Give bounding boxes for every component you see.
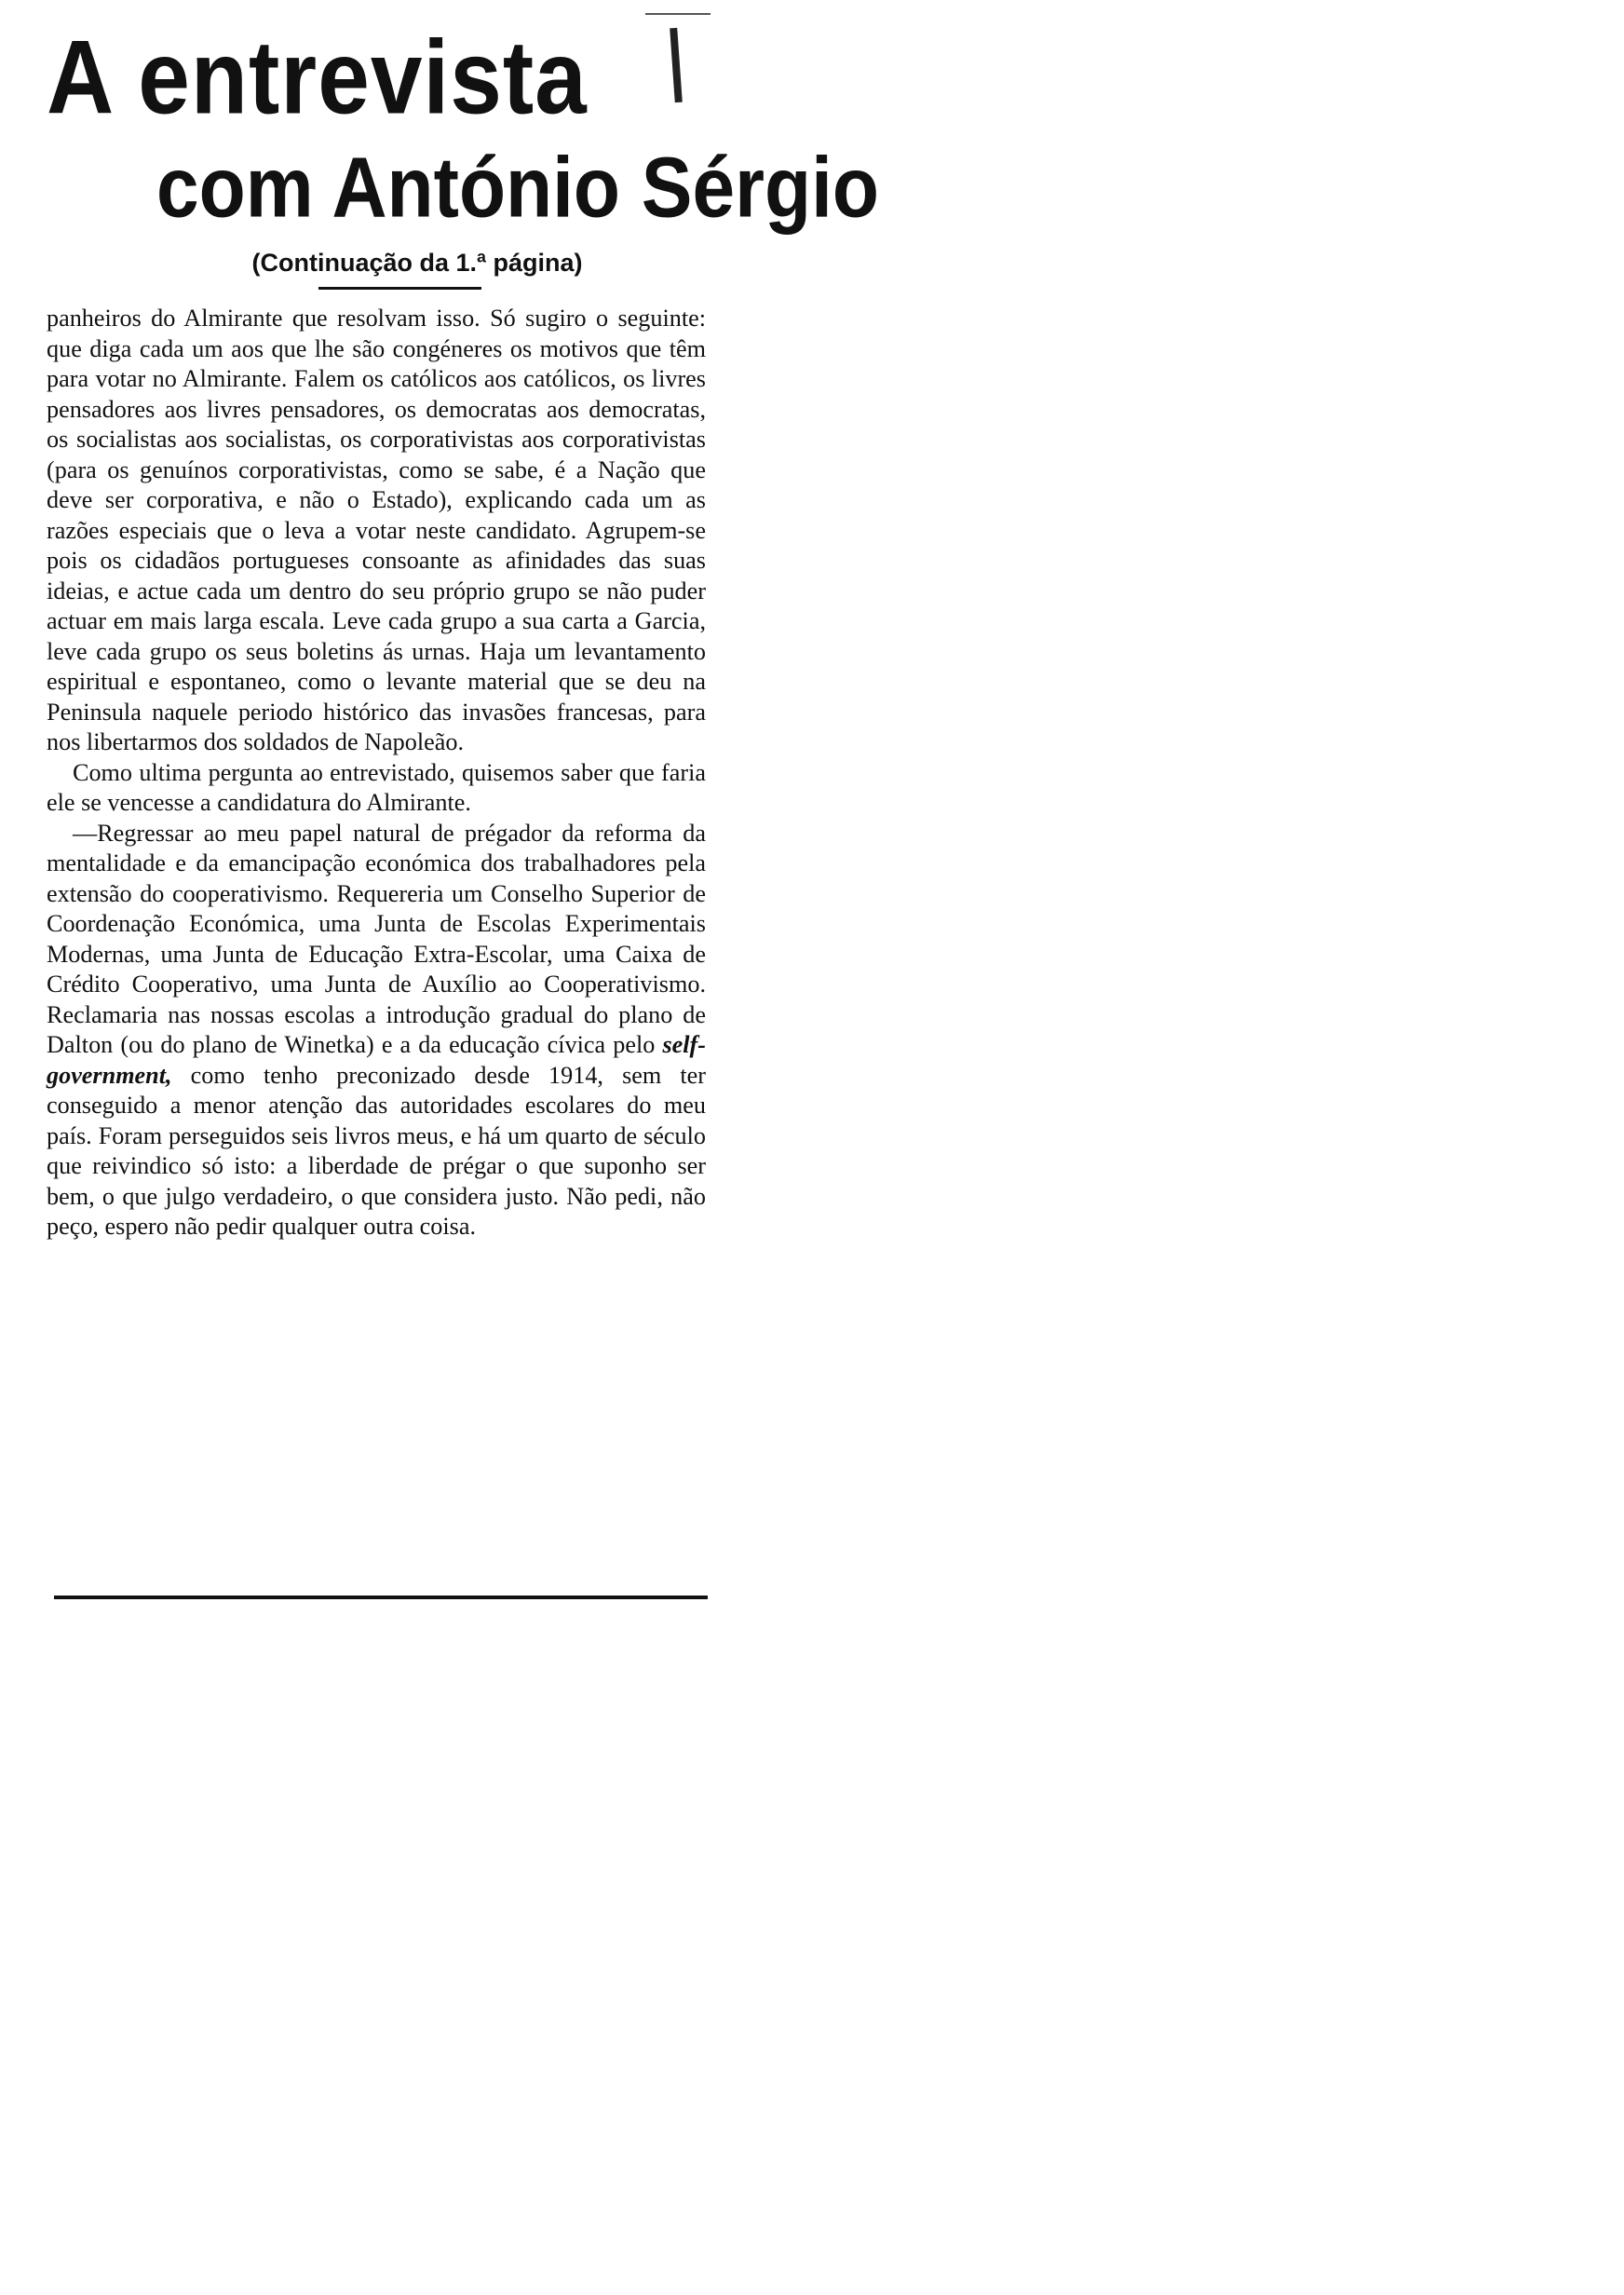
paragraph-3: [47, 819, 706, 1243]
headline-divider: [318, 287, 481, 290]
paragraph-2: Como ultima pergunta ao entrevistado, quisemos saber que faria ele se vencesse a candidatura do Almirante.: [47, 758, 706, 816]
article-body: [47, 304, 706, 1243]
paragraph-1: panheiros do Almirante que resolvam isso. Só sugiro o seguinte: que diga cada um aos que lhe são congéneres os motivos que têm para votar no Almirante. Falem os católicos aos católicos, os livres pensadores aos livres pensadores, os democratas aos democratas, os socialistas aos socialistas, os corporativistas aos corporativistas (para os genuínos corporativistas, como se sabe, é a Nação que deve ser corporativa, e não o Estado), explicando cada um as razões especiais que o leva a votar neste candidato. Agrupem-se pois os cidadãos portugueses consoante as afinidades das suas ideias, e actue cada um dentro do seu próprio grupo se não puder actuar em mais larga escala. Leve cada grupo a sua carta a Garcia, leve cada grupo os seus boletins ás urnas. Haja um levantamento espiritual e espontaneo, como o levante material que se deu na Peninsula naquele periodo histórico das invasões francesas, para nos libertarmos dos soldados de Napoleão.: [47, 305, 706, 755]
paragraph-3-emphasis: self-government,: [47, 1031, 706, 1089]
margin-ink-stroke: [670, 28, 683, 102]
headline-main: A entrevista: [47, 19, 588, 137]
article-end-rule: [54, 1596, 708, 1599]
headline-sub: com António Sérgio: [156, 140, 879, 236]
corner-ink-mark: [645, 0, 710, 15]
continuation-note: (Continuação da 1.ª página): [251, 249, 583, 277]
paragraph-3-text-before: —Regressar ao meu papel natural de prégador da reforma da mentalidade e da emancipação económica dos trabalhadores pela extensão do cooperativismo. Requereria um Conselho Superior de Coordenação Económica, uma Junta de Escolas Experimentais Modernas, uma Junta de Educação Extra-Escolar, uma Caixa de Crédito Cooperativo, uma Junta de Auxílio ao Cooperativismo. Reclamaria nas nossas escolas a introdução gradual do plano de Dalton (ou do plano de Winetka) e a da educação cívica pelo: [47, 819, 706, 1058]
paragraph-3-text-after: como tenho preconizado desde 1914, sem ter conseguido a menor atenção das autoridades escolares do meu país. Foram perseguidos seis livros meus, e há um quarto de século que reivindico só isto: a liberdade de prégar o que suponho ser bem, o que julgo verdadeiro, o que considera justo. Não pedi, não peço, espero não pedir qualquer outra coisa.: [47, 1061, 706, 1240]
